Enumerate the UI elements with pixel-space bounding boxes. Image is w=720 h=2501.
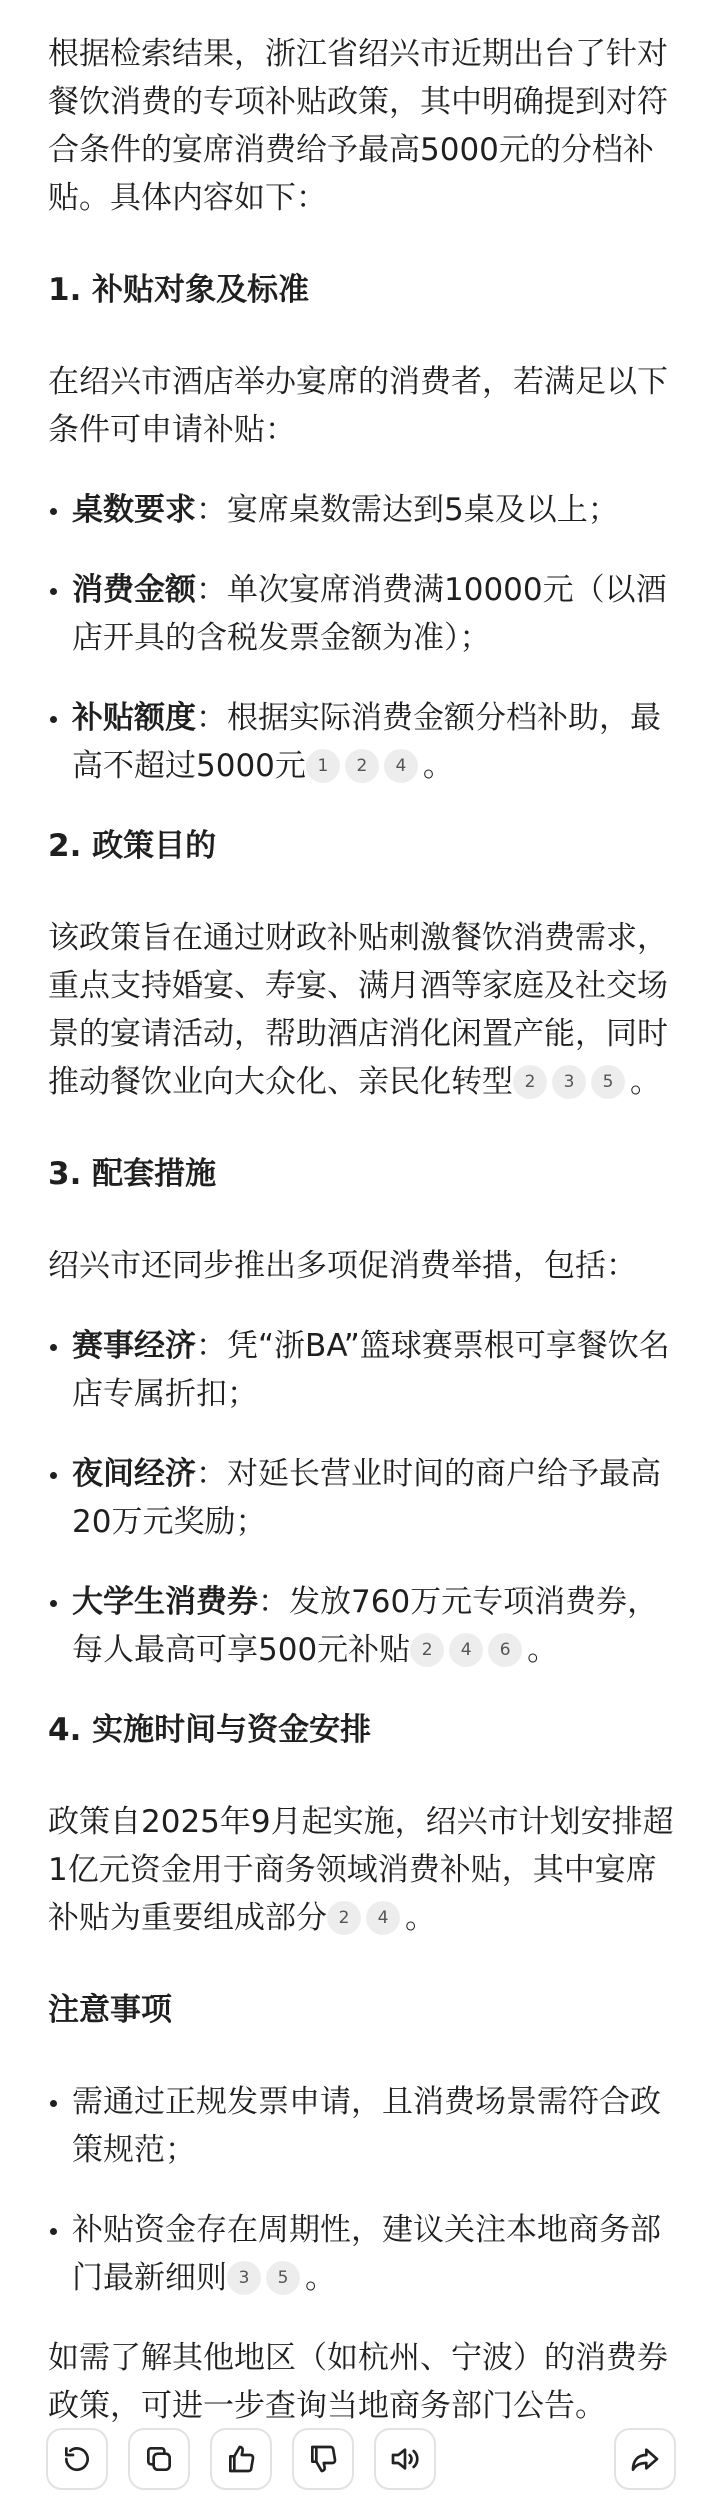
notes-heading: 注意事项 bbox=[48, 1992, 172, 2028]
subsidy-criteria-list bbox=[48, 486, 678, 790]
share-button[interactable] bbox=[614, 2428, 676, 2490]
thumbs-up-icon bbox=[225, 2443, 257, 2475]
section-text-supporting-measures: 绍兴市还同步推出多项促消费举措，包括： bbox=[48, 1248, 637, 1284]
section-text-policy-purpose: 该政策旨在通过财政补贴刺激餐饮消费需求，重点支持婚宴、寿宴、满月酒等家庭及社交场景的宴请活动，帮助酒店消化闲置产能，同时推动餐饮业向大众化、亲民化转型 2 3 5 。 bbox=[48, 920, 668, 1100]
notes-list bbox=[48, 2078, 678, 2302]
citation-badge[interactable]: 2 bbox=[513, 1065, 547, 1099]
citation-badge[interactable]: 1 bbox=[306, 749, 340, 783]
share-icon bbox=[629, 2443, 661, 2475]
citation-badge[interactable]: 4 bbox=[366, 1901, 400, 1935]
list-item: 夜间经济：对延长营业时间的商户给予最高20万元奖励； bbox=[48, 1450, 678, 1546]
list-item: 赛事经济：凭“浙BA”篮球赛票根可享餐饮名店专属折扣； bbox=[48, 1322, 678, 1418]
section-heading-implementation: 4. 实施时间与资金安排 bbox=[48, 1712, 372, 1748]
citation-badge[interactable]: 2 bbox=[327, 1901, 361, 1935]
citation-badge[interactable]: 4 bbox=[384, 749, 418, 783]
list-item: 消费金额：单次宴席消费满10000元（以酒店开具的含税发票金额为准）； bbox=[48, 566, 678, 662]
list-item: 需通过正规发票申请，且消费场景需符合政策规范； bbox=[48, 2078, 678, 2174]
section-text-subsidy-target: 在绍兴市酒店举办宴席的消费者，若满足以下条件可申请补贴： bbox=[48, 364, 668, 448]
citation-badge[interactable]: 5 bbox=[266, 2261, 300, 2295]
dislike-button[interactable] bbox=[292, 2428, 354, 2490]
list-item: 桌数要求：宴席桌数需达到5桌及以上； bbox=[48, 486, 678, 534]
citation-badge[interactable]: 2 bbox=[410, 1633, 444, 1667]
list-item: 补贴额度：根据实际消费金额分档补助，最高不超过5000元 1 2 4 。 bbox=[48, 694, 678, 790]
section-heading-policy-purpose: 2. 政策目的 bbox=[48, 828, 217, 864]
refresh-icon bbox=[61, 2443, 93, 2475]
citation-badge[interactable]: 2 bbox=[345, 749, 379, 783]
copy-button[interactable] bbox=[128, 2428, 190, 2490]
copy-icon bbox=[143, 2443, 175, 2475]
section-heading-supporting-measures: 3. 配套措施 bbox=[48, 1156, 217, 1192]
answer-content bbox=[48, 30, 678, 2430]
citation-badge[interactable]: 6 bbox=[488, 1633, 522, 1667]
citation-badge[interactable]: 5 bbox=[591, 1065, 625, 1099]
speaker-icon bbox=[389, 2443, 421, 2475]
read-aloud-button[interactable] bbox=[374, 2428, 436, 2490]
section-heading-subsidy-target: 1. 补贴对象及标准 bbox=[48, 272, 310, 308]
like-button[interactable] bbox=[210, 2428, 272, 2490]
section-text-implementation: 政策自2025年9月起实施，绍兴市计划安排超1亿元资金用于商务领域消费补贴，其中宴席补贴为重要组成部分 2 4 。 bbox=[48, 1804, 674, 1936]
closing-paragraph: 如需了解其他地区（如杭州、宁波）的消费券政策，可进一步查询当地商务部门公告。 bbox=[48, 2340, 668, 2424]
response-action-toolbar bbox=[46, 2428, 676, 2494]
regenerate-button[interactable] bbox=[46, 2428, 108, 2490]
measures-list bbox=[48, 1322, 678, 1674]
citation-badge[interactable]: 4 bbox=[449, 1633, 483, 1667]
list-item: 补贴资金存在周期性，建议关注本地商务部门最新细则 3 5 。 bbox=[48, 2206, 678, 2302]
citation-badge[interactable]: 3 bbox=[227, 2261, 261, 2295]
thumbs-down-icon bbox=[307, 2443, 339, 2475]
intro-paragraph: 根据检索结果，浙江省绍兴市近期出台了针对餐饮消费的专项补贴政策，其中明确提到对符合条件的宴席消费给予最高5000元的分档补贴。具体内容如下： bbox=[48, 36, 668, 216]
citation-badge[interactable]: 3 bbox=[552, 1065, 586, 1099]
list-item: 大学生消费券：发放760万元专项消费券，每人最高可享500元补贴 2 4 6 。 bbox=[48, 1578, 678, 1674]
